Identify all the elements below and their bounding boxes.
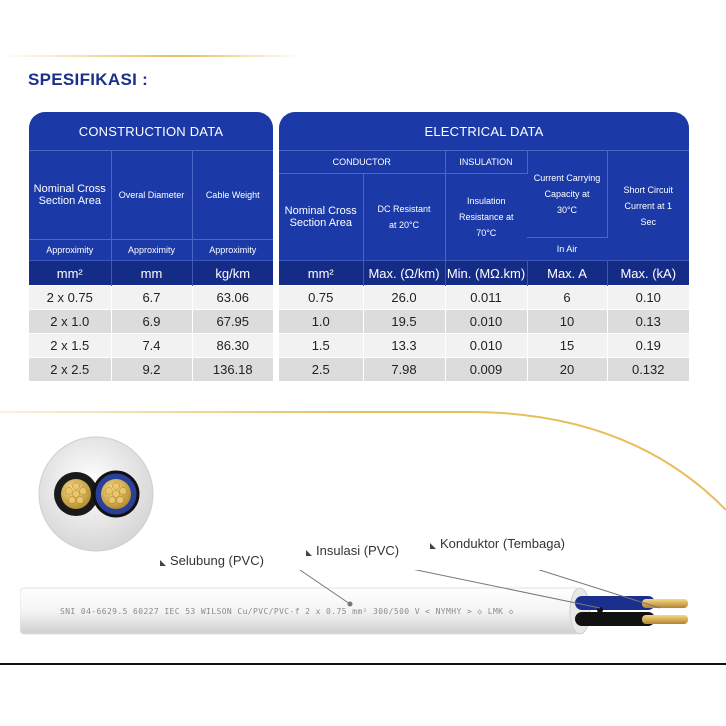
table-row xyxy=(279,358,689,382)
table-cell: 10 xyxy=(527,310,607,334)
cable-print-marking: SNI 04-6629.5 60227 IEC 53 WILSON Cu/PVC/PVC-f 2 x 0.75 mm² 300/500 V < NYMHY > ◇ LMK ◇ xyxy=(60,607,514,616)
table-cell: 63.06 xyxy=(192,286,273,310)
pointer-icon xyxy=(430,543,436,549)
cable-cross-section-image xyxy=(38,436,154,552)
table-cell: 0.10 xyxy=(607,286,689,310)
approx-label: Approximity xyxy=(192,240,273,261)
table-cell: 2 x 0.75 xyxy=(29,286,111,310)
table-cell: 13.3 xyxy=(363,334,445,358)
table-row xyxy=(29,310,273,334)
table-row xyxy=(29,334,273,358)
col-cable-weight: Cable Weight xyxy=(192,151,273,240)
unit-cell: Max. (Ω/km) xyxy=(363,261,445,286)
col-overal-diameter: Overal Diameter xyxy=(111,151,192,240)
table-cell: 0.75 xyxy=(279,286,363,310)
table-cell: 0.19 xyxy=(607,334,689,358)
label-insulation-text: Insulasi (PVC) xyxy=(316,543,400,558)
nominal-area-header: Nominal Cross Section Area xyxy=(279,174,363,261)
bottom-divider xyxy=(0,663,726,665)
dc-resistant-header: DC Resistant at 20°C xyxy=(363,174,445,261)
table-cell: 6 xyxy=(527,286,607,310)
unit-cell: kg/km xyxy=(192,261,273,286)
approx-label: Approximity xyxy=(111,240,192,261)
col-nominal-area: Nominal Cross Section Area xyxy=(29,151,111,240)
table-cell: 7.4 xyxy=(111,334,192,358)
table-cell: 6.9 xyxy=(111,310,192,334)
unit-cell: Max. (kA) xyxy=(607,261,689,286)
table-cell: 7.98 xyxy=(363,358,445,382)
table-cell: 26.0 xyxy=(363,286,445,310)
table-cell: 0.132 xyxy=(607,358,689,382)
table-cell: 15 xyxy=(527,334,607,358)
table-cell: 1.0 xyxy=(279,310,363,334)
table-row xyxy=(279,286,689,310)
label-conductor-text: Konduktor (Tembaga) xyxy=(440,536,566,551)
table-cell: 2 x 1.0 xyxy=(29,310,111,334)
table-row xyxy=(29,286,273,310)
table-cell: 0.011 xyxy=(445,286,527,310)
table-cell: 20 xyxy=(527,358,607,382)
table-cell: 0.009 xyxy=(445,358,527,382)
pointer-icon xyxy=(160,560,166,566)
label-conductor xyxy=(430,536,565,551)
table-cell: 1.5 xyxy=(279,334,363,358)
conductor-header: CONDUCTOR xyxy=(279,151,445,174)
pointer-icon xyxy=(306,550,312,556)
table-cell: 0.13 xyxy=(607,310,689,334)
label-sheath-text: Selubung (PVC) xyxy=(170,553,264,568)
table-cell: 86.30 xyxy=(192,334,273,358)
table-row xyxy=(279,334,689,358)
table-cell: 2 x 2.5 xyxy=(29,358,111,382)
table-cell: 67.95 xyxy=(192,310,273,334)
table-cell: 0.010 xyxy=(445,310,527,334)
table-cell: 9.2 xyxy=(111,358,192,382)
unit-cell: Max. A xyxy=(527,261,607,286)
gold-accent-line xyxy=(0,55,300,57)
in-air-label: In Air xyxy=(527,238,607,261)
table-cell: 0.010 xyxy=(445,334,527,358)
table-row xyxy=(279,310,689,334)
unit-cell: Min. (MΩ.km) xyxy=(445,261,527,286)
table-cell: 19.5 xyxy=(363,310,445,334)
construction-data-table xyxy=(29,112,273,381)
label-sheath xyxy=(160,553,264,568)
table-cell: 6.7 xyxy=(111,286,192,310)
unit-cell: mm² xyxy=(279,261,363,286)
construction-caption: CONSTRUCTION DATA xyxy=(29,112,273,151)
label-insulation xyxy=(306,543,399,558)
electrical-data-table xyxy=(279,112,689,381)
table-cell: 2.5 xyxy=(279,358,363,382)
insulation-resistance-header: Insulation Resistance at 70°C xyxy=(445,174,527,261)
short-circuit-header: Short Circuit Current at 1 Sec xyxy=(607,151,689,261)
current-carrying-header: Current Carrying Capacity at 30°C xyxy=(527,151,607,238)
table-cell: 2 x 1.5 xyxy=(29,334,111,358)
approx-label: Approximity xyxy=(29,240,111,261)
table-cell: 136.18 xyxy=(192,358,273,382)
page-title: SPESIFIKASI : xyxy=(28,70,149,89)
insulation-header: INSULATION xyxy=(445,151,527,174)
table-row xyxy=(29,358,273,382)
unit-cell: mm xyxy=(111,261,192,286)
unit-cell: mm² xyxy=(29,261,111,286)
electrical-caption: ELECTRICAL DATA xyxy=(279,112,689,151)
